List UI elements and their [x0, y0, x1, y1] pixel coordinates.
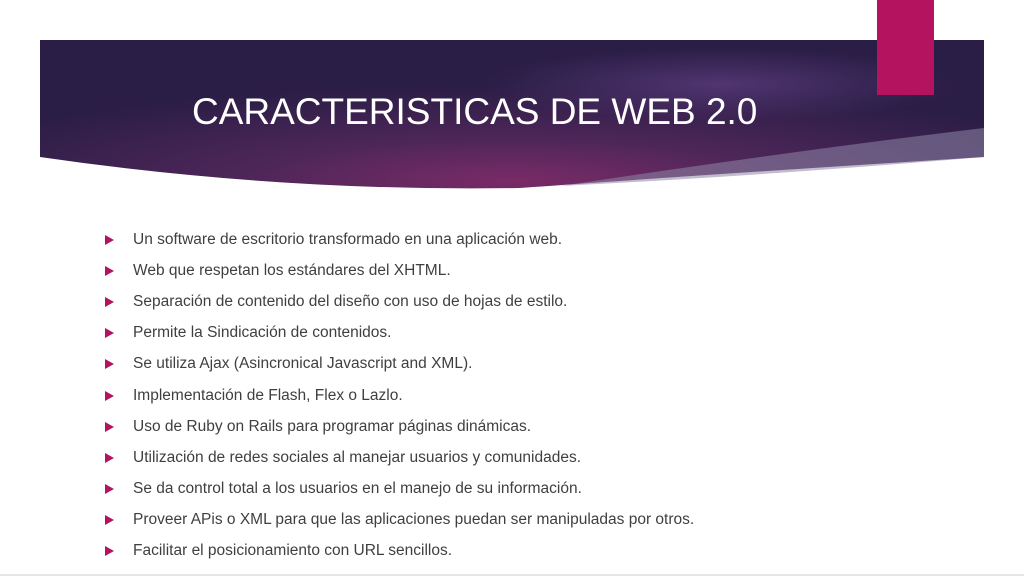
bullet-item — [105, 505, 694, 536]
bullet-item — [105, 224, 694, 255]
triangle-right-bullet-icon — [105, 422, 114, 432]
bullet-item — [105, 536, 694, 567]
triangle-right-bullet-icon — [105, 266, 114, 276]
bullet-text: Facilitar el posicionamiento con URL sencillos. — [133, 542, 453, 560]
bullet-item — [105, 442, 694, 473]
triangle-right-bullet-icon — [105, 515, 114, 525]
bullet-item — [105, 380, 694, 411]
slide-title: CARACTERISTICAS DE WEB 2.0 — [192, 91, 758, 132]
bullet-item — [105, 318, 694, 349]
bullet-item — [105, 286, 694, 317]
bullet-text: Permite la Sindicación de contenidos. — [133, 324, 392, 342]
bullet-text: Proveer APis o XML para que las aplicaciones puedan ser manipuladas por otros. — [133, 511, 695, 529]
bullet-text: Se da control total a los usuarios en el manejo de su información. — [133, 480, 582, 498]
triangle-right-bullet-icon — [105, 328, 114, 338]
bullet-item — [105, 349, 694, 380]
bullet-text: Un software de escritorio transformado en una aplicación web. — [133, 230, 563, 248]
triangle-right-bullet-icon — [105, 453, 114, 463]
bullet-text: Separación de contenido del diseño con uso de hojas de estilo. — [133, 292, 568, 310]
triangle-right-bullet-icon — [105, 546, 114, 556]
triangle-right-bullet-icon — [105, 484, 114, 494]
triangle-right-bullet-icon — [105, 235, 114, 245]
bullet-text: Se utiliza Ajax (Asincronical Javascript and XML). — [133, 355, 473, 373]
bullet-item — [105, 255, 694, 286]
bullet-list — [105, 224, 694, 567]
bullet-text: Web que respetan los estándares del XHTML. — [133, 261, 451, 279]
triangle-right-bullet-icon — [105, 391, 114, 401]
bullet-item — [105, 411, 694, 442]
bullet-text: Uso de Ruby on Rails para programar páginas dinámicas. — [133, 417, 532, 435]
bullet-item — [105, 474, 694, 505]
bullet-text: Implementación de Flash, Flex o Lazlo. — [133, 386, 403, 404]
triangle-right-bullet-icon — [105, 297, 114, 307]
accent-tab — [877, 0, 934, 95]
triangle-right-bullet-icon — [105, 359, 114, 369]
bullet-text: Utilización de redes sociales al manejar usuarios y comunidades. — [133, 448, 582, 466]
